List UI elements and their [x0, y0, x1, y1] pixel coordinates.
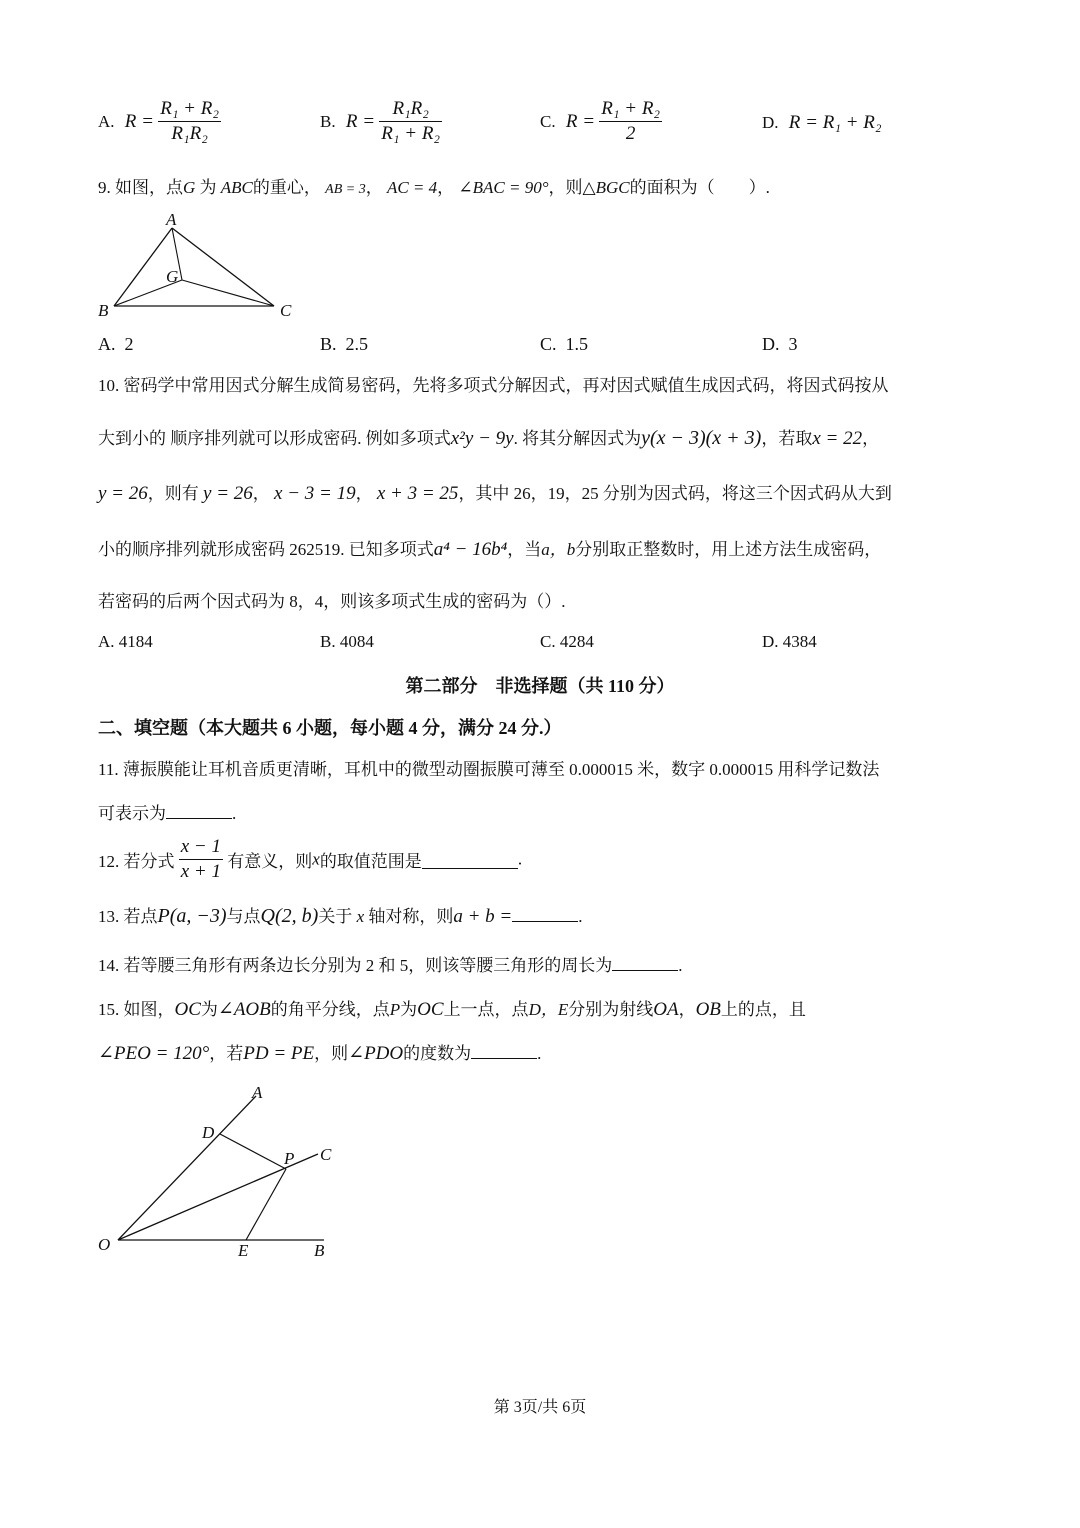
q9-option-b: B. 2.5 — [320, 334, 369, 354]
label-g: G — [166, 267, 179, 286]
q14-question: 14. 若等腰三角形有两条边长分别为 2 和 5，则该等腰三角形的周长为 . — [98, 952, 683, 980]
q10-line-5: 若密码的后两个因式码为 8，4，则该多项式生成的密码为（）. — [98, 592, 566, 611]
q12-question: 12. 若分式 $\frac{x - 1}{x + 1}$ 有意义，则x的取值范围是 . — [98, 836, 523, 882]
label-a: A — [166, 210, 177, 229]
section2-title: 二、填空题（本大题共 6 小题，每小题 4 分，满分 24 分.） — [98, 718, 562, 738]
q11-line-1: 11. 薄振膜能让耳机音质更清晰，耳机中的微型动圈振膜可薄至 0.000015 米，数字 0.000015 用科学记数法 — [98, 760, 880, 779]
fraction: $\frac{\text{R₁ + R₂}}{\text{R₁R₂}}$ — [160, 98, 219, 144]
q15-line-1: 15. 如图，OC为∠AOB的角平分线，点P为OC上一点，点D，E分别为射线OA，OB上的点，且 — [98, 999, 806, 1020]
label-d: D — [202, 1123, 215, 1142]
q15-line-2: ∠PEO = 120°，若PD = PE，则∠PDO的度数为 . — [98, 1040, 541, 1068]
q13-question: 13. 若点P(a, −3)与点Q(2, b)关于 x 轴对称，则a + b = . — [98, 905, 583, 927]
label-o: O — [98, 1235, 111, 1254]
fraction: $\frac{x - 1}{x + 1}$ — [180, 836, 222, 882]
label-p: P — [284, 1149, 295, 1168]
q9-triangle-figure — [96, 210, 306, 322]
label-b: B — [98, 301, 109, 320]
q10-line-3: y = 26，则有 y = 26， x − 3 = 19， x + 3 = 25，其中 26，19，25 分别为因式码，将这三个因式码从大到 — [98, 483, 892, 504]
q8-option-c: C. R = $\frac{\text{R₁ + R₂}}{2}$ — [540, 98, 661, 144]
label-a: A — [252, 1083, 263, 1102]
q10-line-4: 小的顺序排列就形成密码 262519. 已知多项式a⁴ − 16b⁴，当a，b分别取正整数时，用上述方法生成密码， — [98, 539, 882, 560]
answer-blank — [612, 952, 678, 971]
q10-line-2: 大到小的 顺序排列就可以形成密码. 例如多项式x²y − 9y. 将其分解因式为y(x − 3)(x + 3)，若取x = 22， — [98, 427, 880, 449]
label-c: C — [280, 301, 292, 320]
page-footer: 第 3页/共 6页 — [493, 1399, 587, 1416]
q10-line-1: 10. 密码学中常用因式分解生成简易密码，先将多项式分解因式，再对因式赋值生成因式码，将因式码按从 — [98, 376, 889, 395]
label-e: E — [238, 1241, 249, 1260]
q9-option-d: D. 3 — [762, 334, 798, 354]
answer-blank — [422, 850, 518, 869]
fraction: $\frac{\text{R₁R₂}}{\text{R₁ + R₂}}$ — [381, 98, 441, 144]
q10-option-c: C. 4284 — [540, 632, 594, 651]
q8-option-a: A. R = $\frac{\text{R₁ + R₂}}{\text{R₁R₂}}$ — [98, 98, 219, 144]
q10-option-b: B. 4084 — [320, 632, 374, 651]
answer-blank — [471, 1040, 537, 1059]
q9-option-c: C. 1.5 — [540, 334, 589, 354]
q10-option-a: A. 4184 — [98, 632, 153, 651]
q15-angle-figure — [92, 1078, 352, 1264]
q11-line-2: 可表示为 . — [98, 800, 236, 828]
q8-option-b: B. R = $\frac{\text{R₁R₂}}{\text{R₁ + R₂}}$ — [320, 98, 441, 144]
q9-option-a: A. 2 — [98, 334, 134, 354]
part2-title: 第二部分 非选择题（共 110 分） — [405, 676, 675, 696]
label-b: B — [314, 1241, 325, 1260]
q9-question: 9. 如图，点G 为 ABC的重心， AB = 3， AC = 4， ∠BAC = 90°，则△BGC的面积为（ ）. — [98, 178, 770, 197]
q10-option-d: D. 4384 — [762, 632, 817, 651]
q8-option-d: D. R = R₁ + R₂ — [762, 112, 882, 134]
label-c: C — [320, 1145, 332, 1164]
fraction: $\frac{\text{R₁ + R₂}}{2}$ — [601, 98, 661, 144]
answer-blank — [166, 800, 232, 819]
answer-blank — [512, 903, 578, 922]
